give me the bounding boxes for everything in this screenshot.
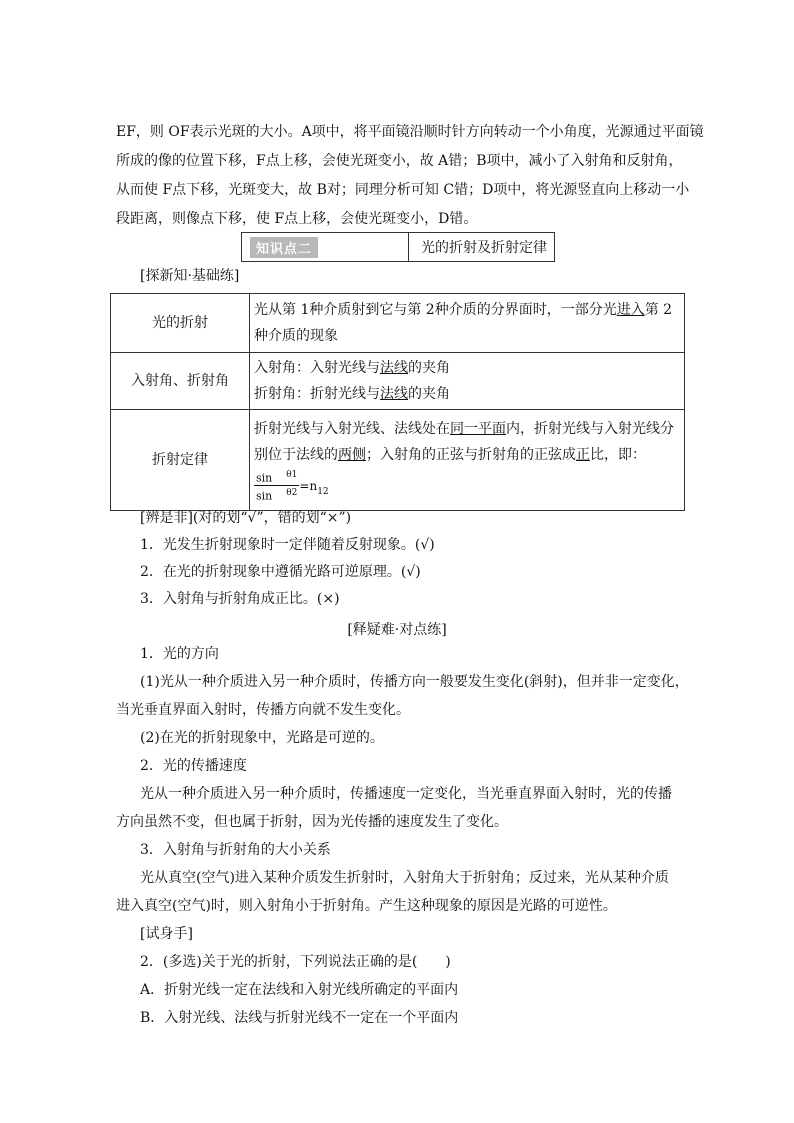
intro-paragraph [116, 118, 704, 234]
clarify-heading-2: 2．光的传播速度 [140, 758, 247, 774]
clarify-heading-3: 3．入射角与折射角的大小关系 [140, 842, 331, 858]
option-a: A．折射光线一定在法线和入射光线所确定的平面内 [140, 982, 459, 998]
row-head-angles: 入射角、折射角 [111, 353, 250, 410]
clarify-para-1b: 当光垂直界面入射时，传播方向就不发生变化。 [116, 702, 410, 718]
judge-item-3: 3．入射角与折射角成正比。(×) [140, 591, 340, 607]
try-label: [试身手] [140, 926, 193, 942]
question-2: 2．(多选)关于光的折射，下列说法正确的是( ) [140, 954, 451, 970]
option-b: B．入射光线、法线与折射光线不一定在一个平面内 [140, 1010, 459, 1026]
clarify-para-4a: 光从真空(空气)进入某种介质发生折射时，入射角大于折射角；反过来，光从某种介质 [140, 870, 669, 886]
row-head-law: 折射定律 [111, 410, 250, 511]
row-content-law: 折射光线与入射光线、法线处在同一平面内，折射光线与入射光线分 别位于法线的两侧；入射角的正弦与折射角的正弦成正比，即： $\frac{\sin ^{\theta 1}}{\sin ^{\theta 2}}$ $=n_{12}$ [250, 410, 685, 511]
intro-line-3: 从而使 F点下移，光斑变大，故 B对；同理分析可知 C错；D项中，将光源竖直向上移动一小 [116, 182, 690, 198]
row-head-refraction: 光的折射 [111, 294, 250, 353]
clarify-para-1a: (1)光从一种介质进入另一种介质时，传播方向一般要发生变化(斜射)，但并非一定变化， [140, 674, 689, 690]
clarify-para-2: (2)在光的折射现象中，光路是可逆的。 [140, 730, 384, 746]
intro-line-1: EF，则 OF表示光斑的大小。A项中，将平面镜沿顺时针方向转动一个小角度，光源通过平面镜 [116, 124, 704, 140]
clarify-heading-1: 1．光的方向 [140, 646, 219, 662]
clarify-para-4b: 进入真空(空气)时，则入射角小于折射角。产生这种现象的原因是光路的可逆性。 [116, 898, 617, 914]
table-row [111, 410, 685, 511]
judge-label: [辨是非](对的划“√”，错的划“×”) [140, 510, 352, 526]
row-content-angles: 入射角：入射光线与法线的夹角 折射角：折射光线与法线的夹角 [250, 353, 685, 410]
intro-line-2: 所成的像的位置下移，F点上移，会使光斑变小，故 A错；B项中，减小了入射角和反射角， [116, 153, 683, 169]
concept-table [110, 293, 685, 511]
clarify-para-3b: 方向虽然不变，但也属于折射，因为光传播的速度发生了变化。 [116, 814, 508, 830]
knowledge-point-badge: 知识点二 [250, 237, 318, 258]
knowledge-point-title: 光的折射及折射定律 [421, 240, 547, 256]
judge-item-1: 1．光发生折射现象时一定伴随着反射现象。(√) [140, 537, 435, 553]
table-row [111, 353, 685, 410]
row-content-refraction: 光从第 1种介质射到它与第 2种介质的分界面时，一部分光进入第 2 种介质的现象 [250, 294, 685, 353]
knowledge-point-header [241, 232, 555, 262]
clarify-para-3a: 光从一种介质进入另一种介质时，传播速度一定变化，当光垂直界面入射时，光的传播 [140, 786, 672, 802]
snell-formula: $\frac{\sin ^{\theta 1}}{\sin ^{\theta 2}}$ [256, 469, 298, 503]
judge-item-2: 2．在光的折射现象中遵循光路可逆原理。(√) [140, 564, 421, 580]
explore-label: [探新知·基础练] [140, 268, 240, 284]
table-row [111, 294, 685, 353]
intro-line-4: 段距离，则像点下移，使 F点上移，会使光斑变小，D错。 [116, 211, 478, 227]
clarify-label: [释疑难·对点练] [347, 622, 447, 638]
